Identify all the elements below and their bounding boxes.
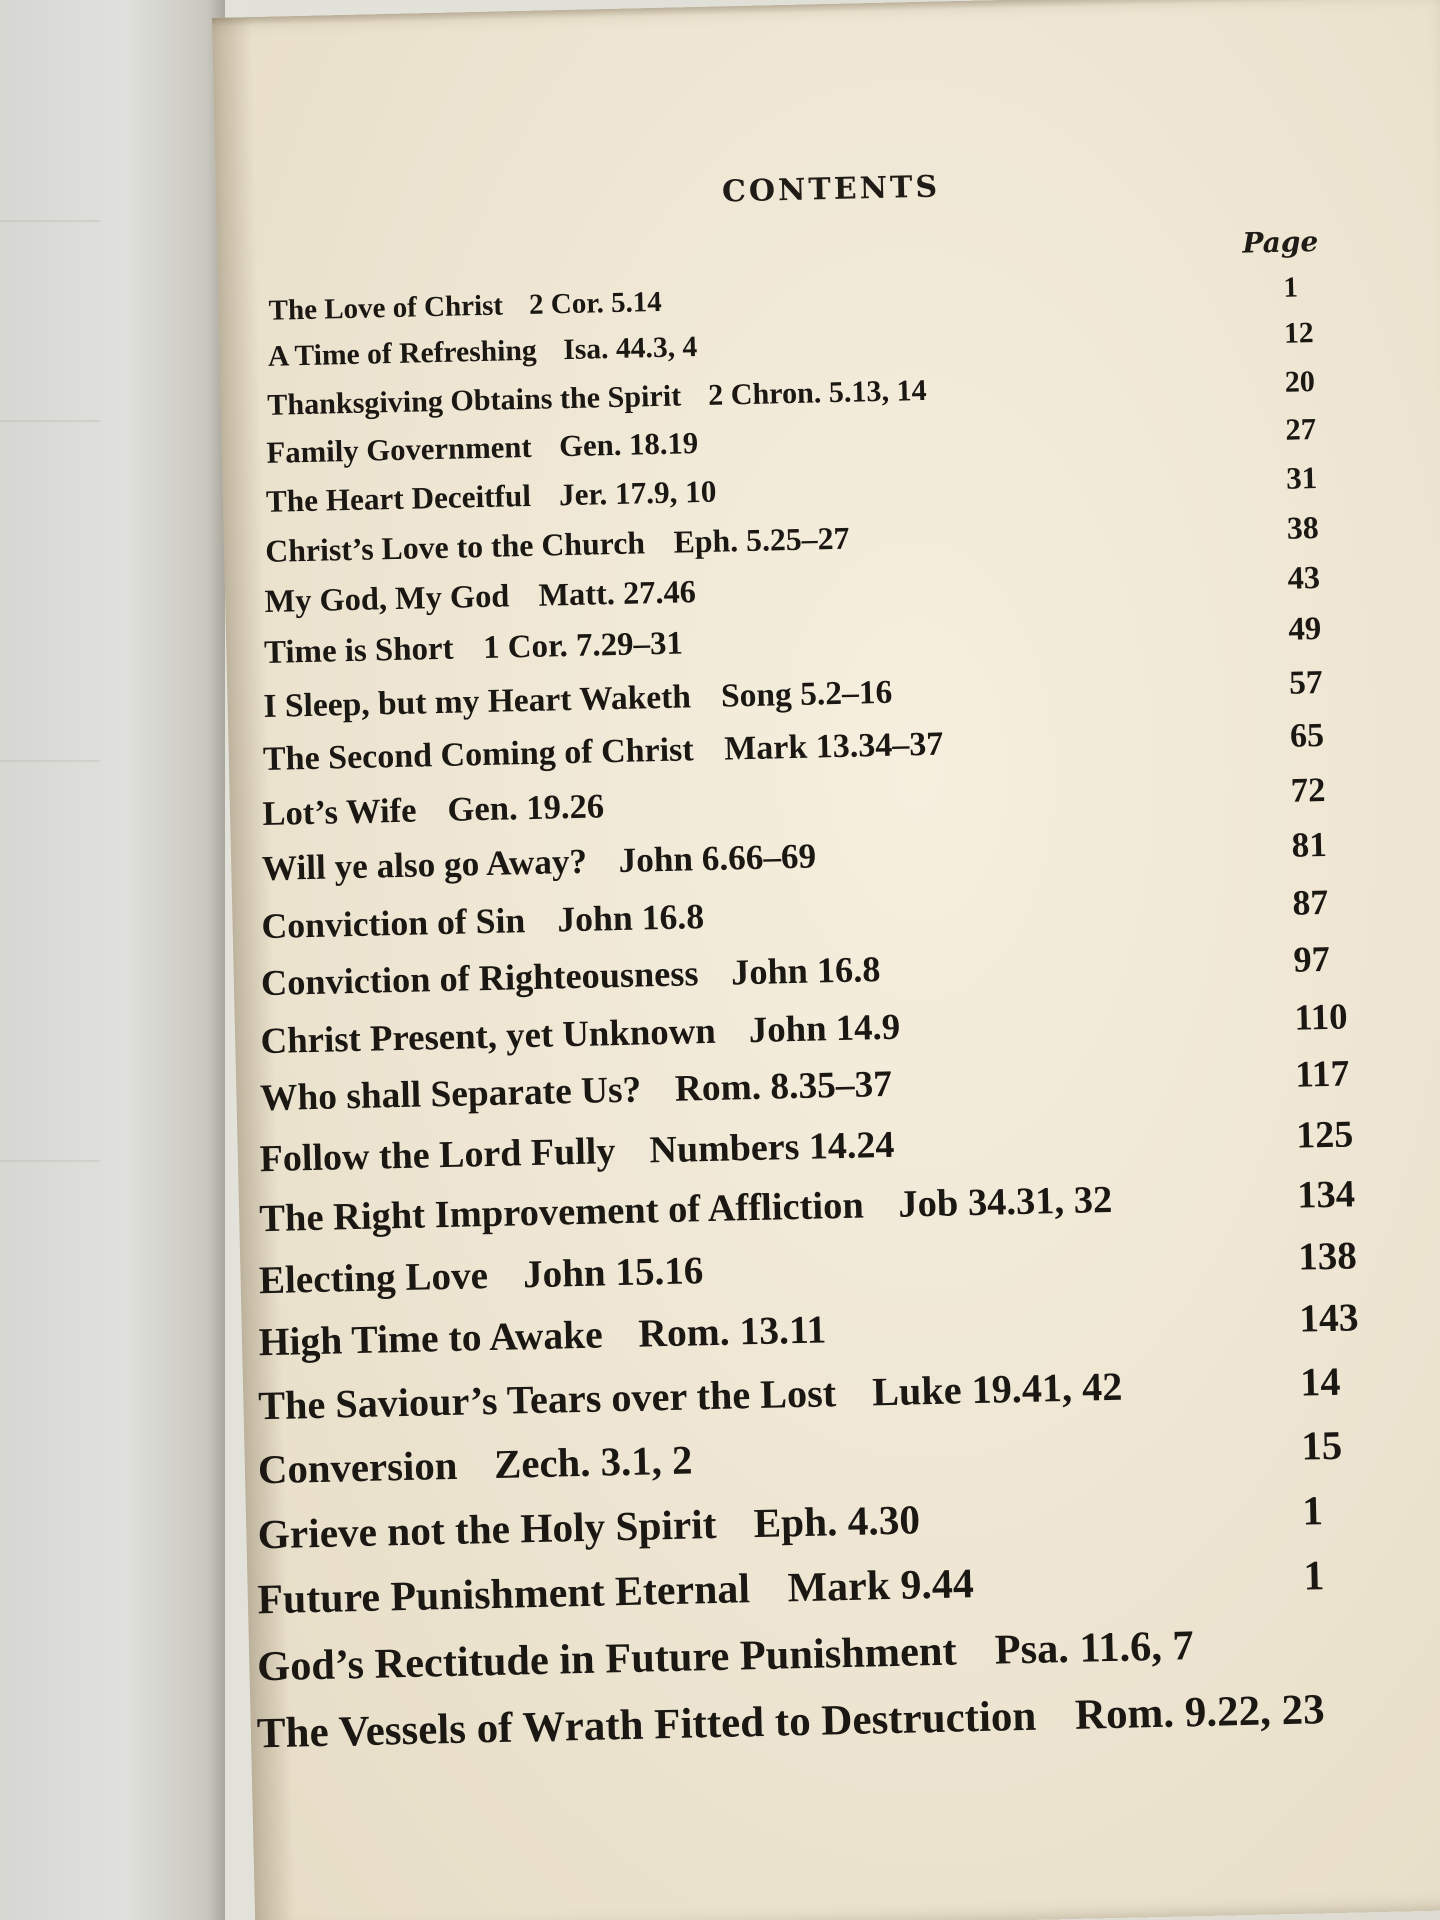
entry-page-number: 38 (1286, 509, 1320, 546)
entry-scripture-ref: Gen. 19.26 (447, 786, 605, 829)
entry-title: The Second Coming of Christ (262, 730, 695, 778)
entry-scripture-ref: Eph. 5.25–27 (673, 520, 850, 560)
entry-page-number: 49 (1287, 611, 1322, 649)
entry-title: Grieve not the Holy Spirit (257, 1501, 717, 1558)
entry-page-number: 134 (1296, 1173, 1356, 1217)
entry-scripture-ref: Mark 9.44 (787, 1560, 975, 1611)
entry-page-number: 14 (1299, 1358, 1341, 1405)
entry-title: Will ye also go Away? (261, 842, 588, 889)
contents-entry (244, 1418, 1440, 1493)
facing-page (0, 0, 225, 1920)
entry-scripture-ref: John 14.9 (748, 1005, 901, 1051)
entry-title: The Heart Deceitful (265, 478, 532, 520)
entry-scripture-ref: John 16.8 (730, 948, 881, 993)
entry-title: My God, My God (264, 578, 510, 621)
entry-title: Lot’s Wife (262, 791, 417, 833)
entry-scripture-ref: 1 Cor. 7.29–31 (482, 625, 684, 667)
contents-entry (227, 660, 1440, 726)
contents-entry (235, 991, 1440, 1062)
entry-page-number: 1 (1301, 1487, 1324, 1534)
entry-page-number: 72 (1290, 770, 1326, 810)
entry-page-number: 97 (1292, 938, 1331, 980)
page-edge-shadow (212, 0, 1440, 26)
entry-title: Christ Present, yet Unknown (260, 1009, 717, 1062)
entry-scripture-ref: Rom. 13.11 (637, 1307, 827, 1357)
entry-scripture-ref: Mark 13.34–37 (723, 725, 944, 768)
entry-title: Conviction of Righteousness (260, 952, 699, 1003)
entry-scripture-ref: Rom. 8.35–37 (674, 1064, 893, 1111)
entry-page-number: 143 (1298, 1295, 1360, 1342)
entry-scripture-ref: Song 5.2–16 (720, 673, 893, 715)
entry-title: The Right Improvement of Affliction (258, 1184, 865, 1240)
faint-text-line (0, 220, 100, 222)
entry-title: Christ’s Love to the Church (264, 525, 646, 569)
entry-title: I Sleep, but my Heart Waketh (263, 677, 692, 725)
entry-scripture-ref: John 16.8 (556, 896, 705, 940)
contents-entry (231, 822, 1440, 890)
entry-page-number: 125 (1295, 1112, 1354, 1157)
contents-entry (249, 1614, 1440, 1691)
entry-scripture-ref: Matt. 27.46 (538, 574, 697, 614)
entry-page-number: 138 (1297, 1233, 1358, 1279)
entry-page-number: 117 (1294, 1053, 1350, 1097)
entry-title: Conviction of Sin (261, 900, 526, 947)
entry-scripture-ref: Jer. 17.9, 10 (558, 473, 717, 513)
contents-entry (246, 1483, 1440, 1559)
contents-entry (228, 713, 1440, 779)
entry-scripture-ref: Rom. 9.22, 23 (1074, 1686, 1326, 1739)
entry-page-number: 110 (1293, 995, 1348, 1038)
contents-entry (230, 767, 1440, 834)
faint-text-line (0, 420, 100, 422)
entry-title: Time is Short (263, 631, 454, 672)
entry-scripture-ref: Numbers 14.24 (649, 1123, 895, 1171)
entry-title: Future Punishment Eternal (256, 1565, 751, 1623)
entry-page-number: 20 (1284, 363, 1316, 399)
entry-scripture-ref: Zech. 3.1, 2 (493, 1437, 693, 1487)
entry-title: Conversion (257, 1442, 458, 1493)
entry-page-number: 31 (1285, 460, 1318, 497)
entry-page-number: 27 (1285, 411, 1317, 447)
entry-title: A Time of Refreshing (267, 334, 538, 373)
contents-entry (247, 1548, 1440, 1624)
entry-page-number: 57 (1288, 663, 1324, 702)
contents-page (212, 0, 1440, 1920)
entry-scripture-ref: 2 Chron. 5.13, 14 (707, 372, 928, 412)
entry-scripture-ref: John 6.66–69 (618, 836, 817, 881)
entry-scripture-ref: 2 Cor. 5.14 (528, 285, 663, 321)
contents-entry (237, 1109, 1440, 1181)
entry-scripture-ref: Psa. 11.6, 7 (994, 1622, 1195, 1674)
contents-heading: CONTENTS (721, 169, 941, 210)
contents-entry (240, 1230, 1440, 1303)
contents-entry (233, 934, 1440, 1004)
entry-page-number: 65 (1289, 716, 1325, 755)
entry-scripture-ref: Gen. 18.19 (558, 425, 699, 463)
entry-scripture-ref: John 15.16 (522, 1248, 704, 1296)
entry-title: The Saviour’s Tears over the Lost (257, 1370, 837, 1429)
entry-title: God’s Rectitude in Future Punishment (256, 1627, 958, 1691)
entry-page-number: 1 (1302, 1552, 1325, 1600)
entry-title: Electing Love (258, 1253, 489, 1302)
entry-page-number: 12 (1283, 317, 1314, 350)
entry-scripture-ref: Job 34.31, 32 (897, 1178, 1113, 1226)
entry-page-number: 87 (1292, 881, 1329, 923)
entry-page-number: 1 (1283, 271, 1299, 304)
entry-scripture-ref: Isa. 44.3, 4 (562, 331, 698, 367)
contents-entry (243, 1354, 1440, 1429)
contents-entry (239, 1169, 1440, 1241)
entry-scripture-ref: Luke 19.41, 42 (871, 1363, 1123, 1415)
contents-entry (242, 1292, 1440, 1366)
contents-entry (236, 1050, 1440, 1121)
page-column-label: Page (1241, 224, 1319, 260)
entry-title: The Love of Christ (268, 289, 504, 327)
entry-page-number: 81 (1291, 825, 1328, 866)
faint-text-line (0, 1160, 100, 1162)
entry-title: Who shall Separate Us? (259, 1069, 642, 1120)
entry-page-number: 43 (1287, 560, 1321, 597)
entry-title: High Time to Awake (258, 1312, 604, 1365)
entry-title: Family Government (266, 429, 532, 470)
entry-title: Thanksgiving Obtains the Spirit (266, 378, 682, 422)
contents-entry (250, 1681, 1440, 1758)
entry-title: The Vessels of Wrath Fitted to Destruction (256, 1692, 1037, 1758)
faint-text-line (0, 760, 100, 762)
entry-page-number: 15 (1300, 1422, 1343, 1469)
contents-entry (232, 877, 1440, 947)
entry-title: Follow the Lord Fully (259, 1129, 616, 1180)
entry-scripture-ref: Eph. 4.30 (753, 1496, 921, 1547)
